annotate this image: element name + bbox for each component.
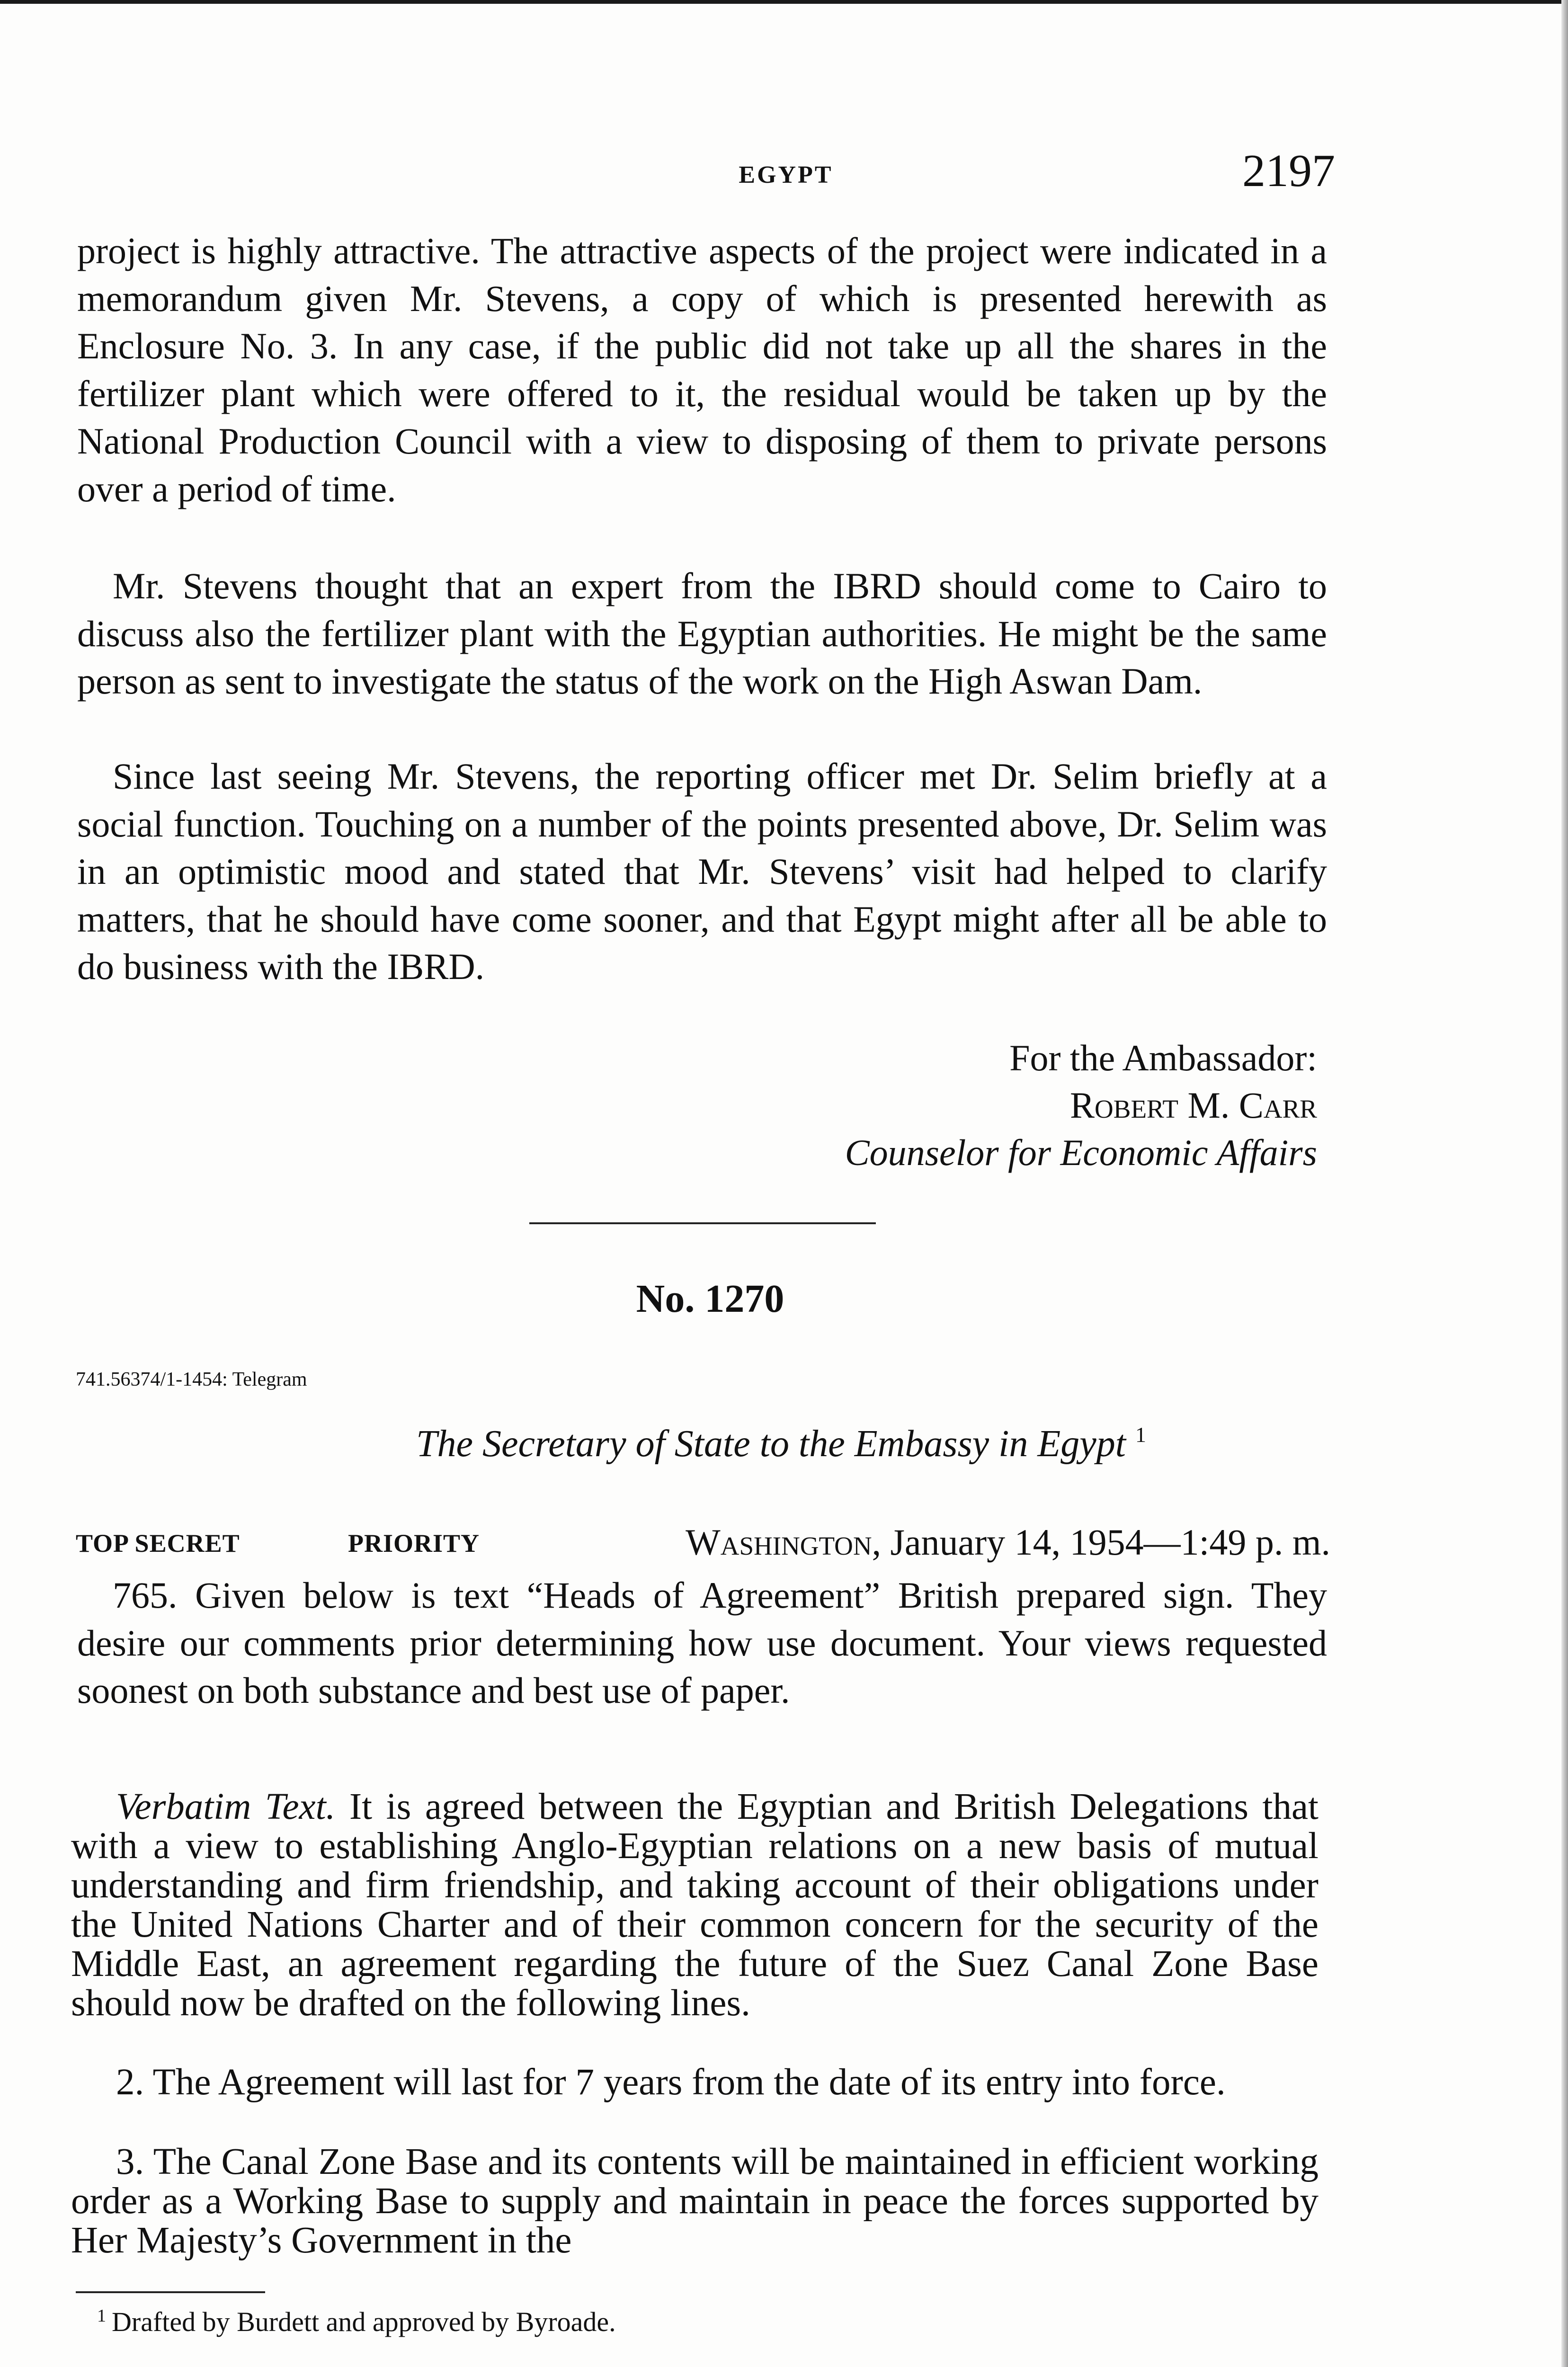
- telegram-paragraph: 765. Given below is text “Heads of Agreement” British prepared sign. They desire our comments prior determining how use document. Your views requested soonest on both substance and best use of paper.: [77, 1575, 1327, 1711]
- document-heading: [142, 1423, 1420, 1466]
- classification-label: TOP SECRET: [76, 1529, 240, 1557]
- paragraph-selim-meeting: Since last seeing Mr. Stevens, the reporting officer met Dr. Selim briefly at a social function. Touching on a number of the points presented above, Dr. Selim was in an optimistic mood and stated that Mr. Stevens’ visit had helped to clarify matters, that he should have come sooner, and that Egypt might after all be able to do business with the IBRD.: [77, 756, 1327, 987]
- document-heading-text: The Secretary of State to the Embassy in Egypt: [416, 1423, 1126, 1465]
- verbatim-text-1: It is agreed between the Egyptian and British Delegations that with a view to establishing Anglo-Egyptian relations on a new basis of mutual understanding and firm friendship, and taking account of their obligations under the United Nations Charter and of their common concern for the security of the Middle East, an agreement regarding the future of the Suez Canal Zone Base should now be drafted on the following lines.: [71, 1786, 1319, 2024]
- signature-line: For the Ambassador:: [1009, 1037, 1317, 1078]
- verbatim-lead: Verbatim Text.: [116, 1786, 336, 1827]
- signature-name: Robert M. Carr: [1070, 1085, 1317, 1126]
- section-divider: [529, 1222, 876, 1224]
- precedence-label: PRIORITY: [348, 1529, 480, 1557]
- place-date: [686, 1521, 1330, 1564]
- date-time: January 14, 1954—1:49 p. m.: [890, 1522, 1330, 1563]
- footnote-reference: 1: [1135, 1423, 1146, 1447]
- document-number: No. 1270: [636, 1277, 784, 1321]
- footnote-mark: 1: [97, 2306, 106, 2326]
- place-name: Washington,: [686, 1522, 882, 1563]
- file-reference: 741.56374/1-1454: Telegram: [76, 1369, 307, 1390]
- signature-title: Counselor for Economic Affairs: [845, 1132, 1317, 1173]
- page-edge-shadow: [1561, 0, 1568, 2367]
- continued-paragraph: project is highly attractive. The attractive aspects of the project were indicated in a memorandum given Mr. Stevens, a copy of which is presented herewith as Enclosure No. 3. In any case, if the public did not take up all the shares in the fertilizer plant which were offered to it, the residual would be taken up by the National Production Council with a view to disposing of them to private persons over a period of time.: [77, 230, 1327, 509]
- top-edge-rule: [0, 0, 1568, 4]
- footnote-rule: [76, 2291, 265, 2293]
- verbatim-paragraph-3: 3. The Canal Zone Base and its contents will be maintained in efficient working order as a Working Base to supply and maintain in peace the forces supported by Her Majesty’s Government in the: [71, 2141, 1319, 2261]
- page-number: 2197: [1242, 145, 1335, 196]
- paragraph-expert-visit: Mr. Stevens thought that an expert from the IBRD should come to Cairo to discuss also the fertilizer plant with the Egyptian authorities. He might be the same person as sent to investigate the status of the work on the High Aswan Dam.: [77, 565, 1327, 702]
- verbatim-paragraph-2: 2. The Agreement will last for 7 years from the date of its entry into force.: [116, 2062, 1226, 2103]
- verbatim-paragraph-1: [71, 1787, 1319, 2023]
- running-header-title: EGYPT: [739, 161, 833, 188]
- footnote-text: Drafted by Burdett and approved by Byroade.: [112, 2306, 616, 2337]
- footnote: [97, 2305, 1281, 2338]
